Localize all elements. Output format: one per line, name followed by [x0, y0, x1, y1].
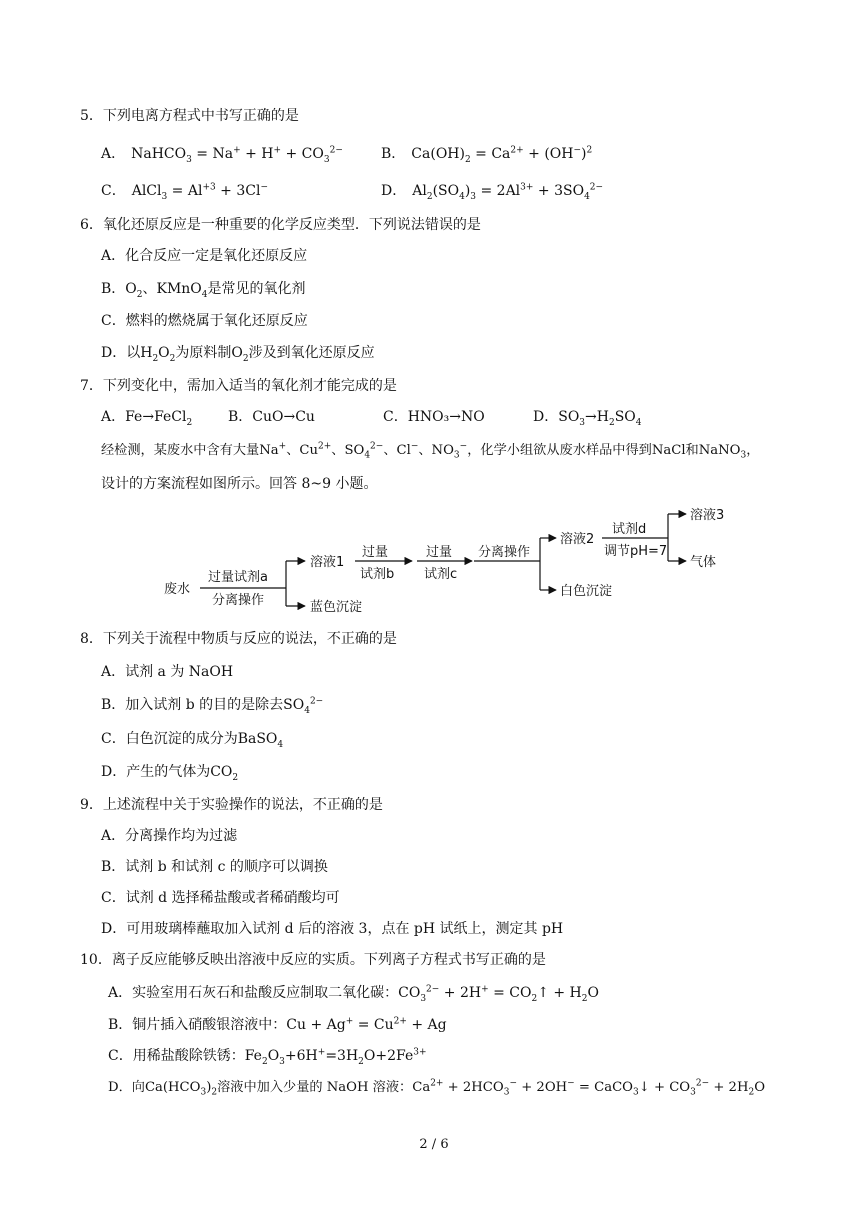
q7-option-a: A．Fe→FeCl$_2$	[101, 409, 193, 428]
q9-option-a: A．分离操作均为过滤	[101, 828, 238, 844]
q10-option-b: B．铜片插入硝酸银溶液中：$Cu + Ag^+ = Cu^{2+} + Ag$	[108, 1016, 447, 1033]
q6-option-a: A．化合反应一定是氧化还原反应	[101, 248, 308, 264]
q7-stem: 7．下列变化中，需加入适当的氧化剂才能完成的是	[80, 378, 397, 394]
q7-option-c: C．HNO₃→NO	[383, 409, 485, 425]
q9-option-b: B．试剂 b 和试剂 c 的顺序可以调换	[101, 859, 328, 875]
q6-stem: 6．氧化还原反应是一种重要的化学反应类型．下列说法错误的是	[80, 217, 481, 233]
flow-solution1: 溶液1	[310, 555, 345, 570]
q9-option-d: D．可用玻璃棒蘸取加入试剂 d 后的溶液 3，点在 pH 试纸上，测定其 pH	[101, 921, 564, 937]
q10-option-a: A．实验室用石灰石和盐酸反应制取二氧化碳：$CO_3^{2-} + 2H^+$ = $CO_2↑ + H_2O$	[108, 984, 599, 1004]
q8-option-c: C．白色沉淀的成分为BaSO$_4$	[101, 731, 284, 750]
flow-step1-reagent: 过量试剂a	[208, 570, 268, 585]
flow-step5-bottom: 调节pH=7	[604, 544, 668, 559]
q8-stem: 8．下列关于流程中物质与反应的说法，不正确的是	[80, 631, 397, 647]
intro-line-1: 经检测，某废水中含有大量Na+、$Cu^{2+}$、$SO_4^{2-}$、Cl−、$NO_3^-$，化学小组欲从废水样品中得到NaCl和NaNO$_3$，	[101, 441, 760, 461]
intro-line-2: 设计的方案流程如图所示。回答 8~9 小题。	[101, 476, 378, 492]
q10-option-d: D．向$Ca(HCO_3)_2$溶液中加入少量的 NaOH 溶液：$Ca^{2+} + 2HCO_3^- + 2OH^-$ = CaCO$_3$↓ + $CO_3^{2-} + 2H_2O$	[108, 1078, 765, 1098]
flow-blue-precipitate: 蓝色沉淀	[310, 600, 363, 615]
q8-option-b: B．加入试剂 b 的目的是除去$SO_4^{2-}$	[101, 696, 324, 716]
flow-step1-operation: 分离操作	[212, 593, 265, 608]
process-flowchart	[160, 505, 760, 625]
q7-option-b: B．CuO→Cu	[228, 409, 315, 425]
flow-solution2: 溶液2	[560, 532, 595, 547]
q9-option-c: C．试剂 d 选择稀盐酸或者稀硝酸均可	[101, 890, 340, 906]
q5-option-a: A． NaHCO$_3$ = $Na^+ + H^+ + CO_3^{2-}$	[101, 145, 343, 165]
q6-option-d: D．以$H_2O_2$为原料制$O_2$涉及到氧化还原反应	[101, 345, 375, 364]
flow-white-precipitate: 白色沉淀	[560, 584, 613, 599]
q5-option-b: B． $Ca(OH)_2 = Ca^{2+} + (OH^-)^2$	[381, 145, 593, 165]
q5-stem: 5．下列电离方程式中书写正确的是	[80, 108, 299, 124]
q9-stem: 9．上述流程中关于实验操作的说法，不正确的是	[80, 797, 383, 813]
q5-option-c: C． AlCl$_3$ = $Al^{+3} + 3Cl^-$	[101, 182, 269, 202]
flow-step3-top: 过量	[426, 545, 453, 560]
flow-start-wastewater: 废水	[164, 582, 191, 597]
flow-solution3: 溶液3	[690, 508, 725, 523]
flow-gas: 气体	[690, 555, 717, 570]
q8-option-a: A．试剂 a 为 NaOH	[101, 664, 234, 680]
q8-option-d: D．产生的气体为$CO_2$	[101, 764, 239, 783]
q5-option-d: D． $Al_2(SO_4)_3 = 2Al^{3+} + 3SO_4^{2-}$	[381, 182, 604, 202]
flow-step4-operation: 分离操作	[478, 545, 531, 560]
flow-step2-bottom: 试剂b	[360, 567, 395, 582]
flow-step5-top: 试剂d	[612, 522, 647, 537]
flow-step3-bottom: 试剂c	[424, 567, 458, 582]
flow-step2-top: 过量	[362, 545, 389, 560]
page-number: 2 / 6	[419, 1137, 449, 1152]
q6-option-b: B．$O_2$、KMnO$_4$是常见的氧化剂	[101, 281, 306, 300]
q10-stem: 10．离子反应能够反映出溶液中反应的实质。下列离子方程式书写正确的是	[80, 952, 546, 968]
q6-option-c: C．燃料的燃烧属于氧化还原反应	[101, 313, 308, 329]
q10-option-c: C．用稀盐酸除铁锈：$Fe_2O_3+6H^+=3H_2O+2Fe^{3+}$	[108, 1047, 427, 1067]
q7-option-d: D．$SO_3\to H_2SO_4$	[533, 409, 642, 428]
